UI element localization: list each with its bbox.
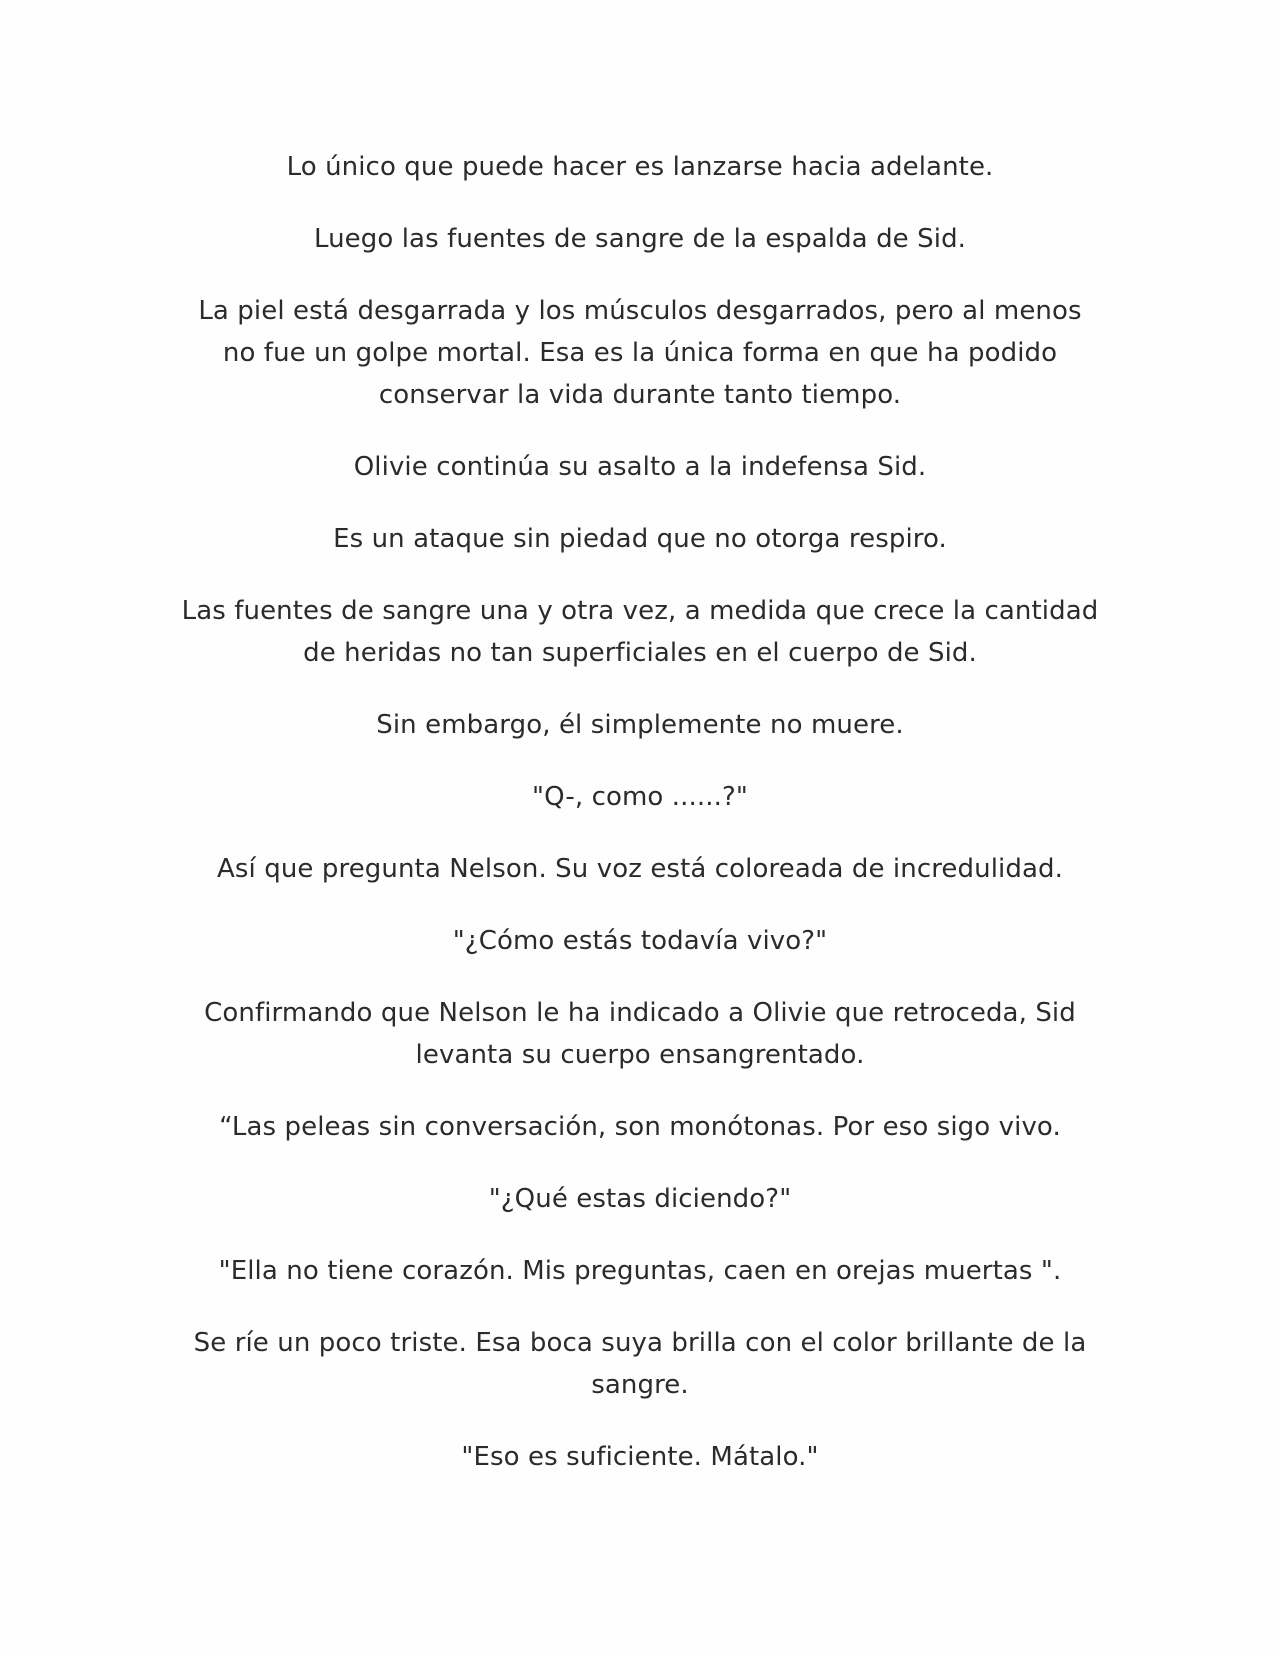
paragraph: Luego las fuentes de sangre de la espalda de Sid. xyxy=(313,224,967,254)
paragraph: Las fuentes de sangre una y otra vez, a medida que crece la cantidad de heridas no tan superficiales en el cuerpo de Sid. xyxy=(181,596,1099,668)
paragraph: Confirmando que Nelson le ha indicado a Olivie que retroceda, Sid levanta su cuerpo ensangrentado. xyxy=(204,998,1076,1070)
paragraph: "Ella no tiene corazón. Mis preguntas, caen en orejas muertas ". xyxy=(218,1256,1062,1286)
paragraph: "¿Qué estas diciendo?" xyxy=(488,1184,792,1214)
paragraph: Olivie continúa su asalto a la indefensa Sid. xyxy=(353,452,927,482)
paragraph: Lo único que puede hacer es lanzarse hacia adelante. xyxy=(286,152,994,182)
paragraph: Así que pregunta Nelson. Su voz está coloreada de incredulidad. xyxy=(217,854,1063,884)
paragraph: Se ríe un poco triste. Esa boca suya brilla con el color brillante de la sangre. xyxy=(193,1328,1087,1400)
paragraph: "¿Cómo estás todavía vivo?" xyxy=(452,926,828,956)
paragraph: "Eso es suficiente. Mátalo." xyxy=(461,1442,819,1472)
paragraph: La piel está desgarrada y los músculos desgarrados, pero al menos no fue un golpe mortal. Esa es la única forma en que ha podido conservar la vida durante tanto tiempo. xyxy=(198,296,1082,410)
paragraph: "Q-, como ......?" xyxy=(532,782,748,812)
paragraph: Sin embargo, él simplemente no muere. xyxy=(376,710,904,740)
document-body xyxy=(180,146,1100,1508)
paragraph: Es un ataque sin piedad que no otorga respiro. xyxy=(333,524,947,554)
paragraph: “Las peleas sin conversación, son monótonas. Por eso sigo vivo. xyxy=(219,1112,1061,1142)
